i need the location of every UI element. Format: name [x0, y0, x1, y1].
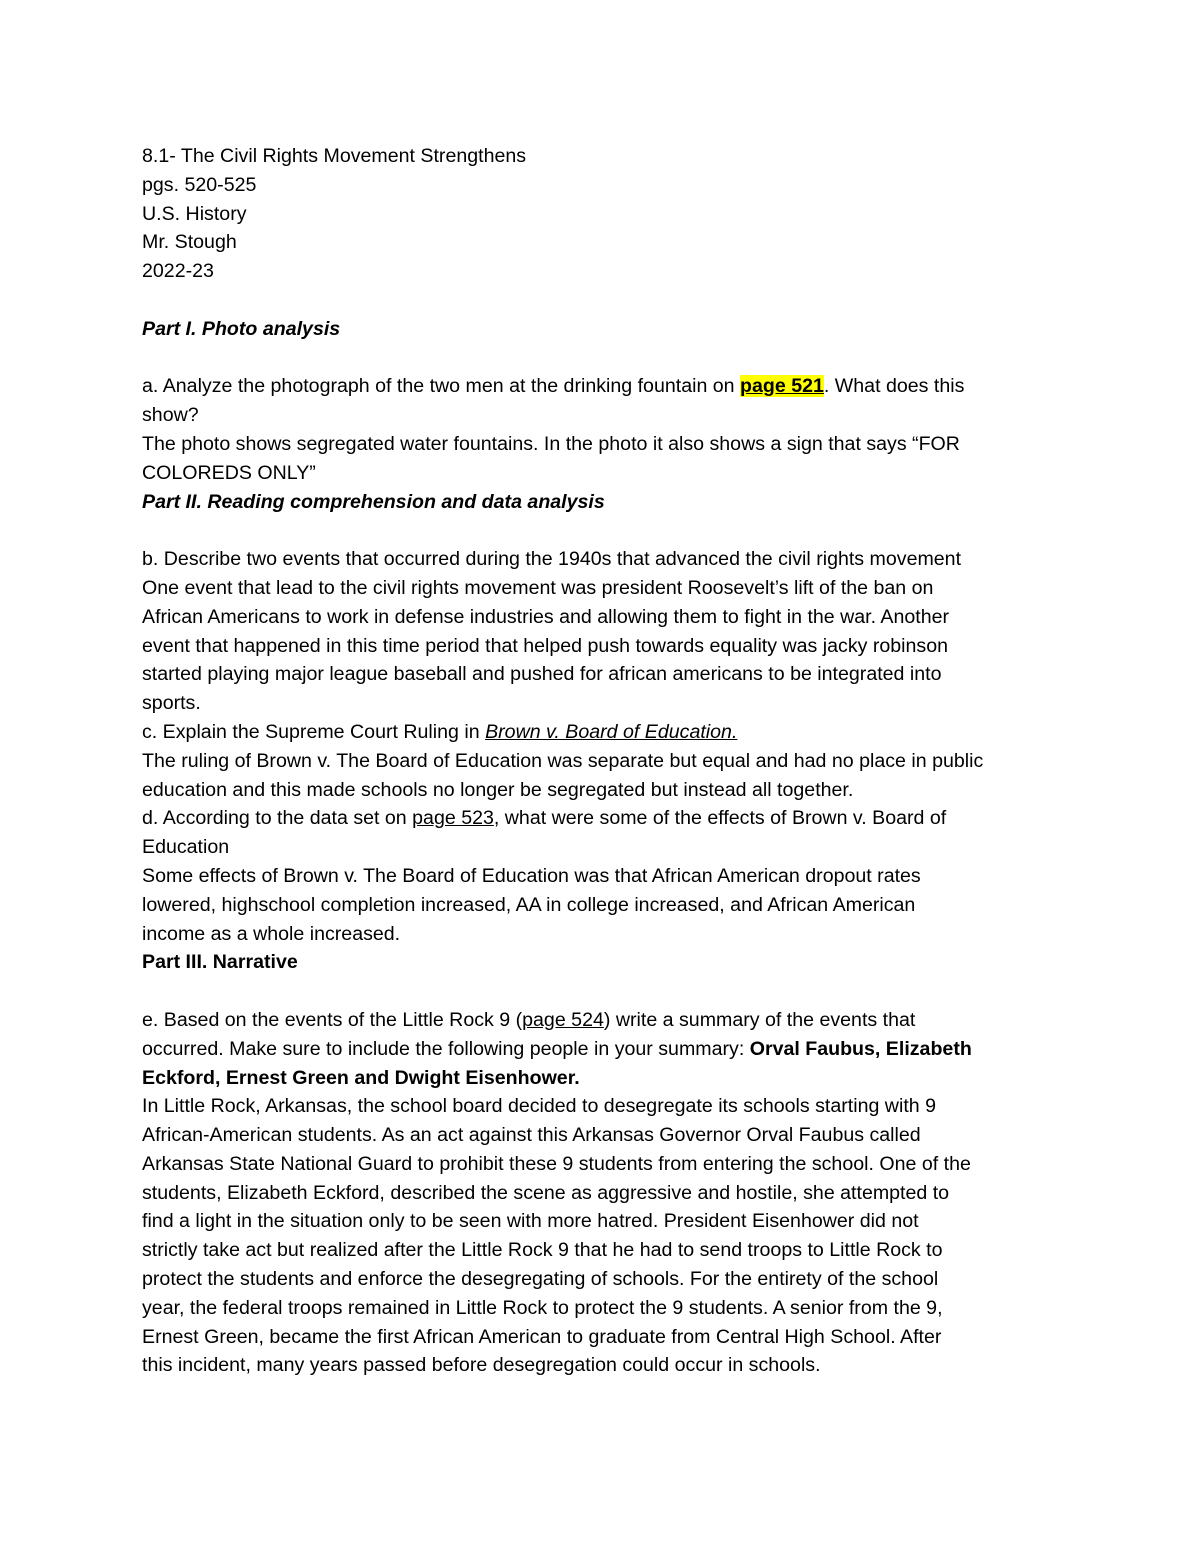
- page-range: pgs. 520-525: [142, 173, 257, 196]
- case-name: Brown v. Board of Education.: [485, 720, 738, 743]
- question-a-text-end: . What does this: [823, 375, 965, 398]
- course-name: U.S. History: [142, 202, 247, 225]
- question-d-text: d. According to the data set on: [142, 807, 413, 830]
- answer-b-line: sports.: [142, 692, 201, 715]
- part1-heading: Part I. Photo analysis: [142, 317, 341, 340]
- question-a: [142, 372, 1072, 401]
- answer-e-line: In Little Rock, Arkansas, the school board decided to desegregate its schools starting with 9: [142, 1095, 936, 1118]
- spacer: [142, 344, 1072, 373]
- school-year: 2022-23: [142, 260, 214, 283]
- answer-d-line: lowered, highschool completion increased, AA in college increased, and African American: [142, 893, 916, 916]
- answer-e-line: find a light in the situation only to be seen with more hatred. President Eisenhower did not: [142, 1210, 919, 1233]
- question-d-text-end: , what were some of the effects of Brown v. Board of: [493, 807, 947, 830]
- document-page: [142, 142, 1072, 1380]
- page-521-link[interactable]: page 521: [740, 375, 824, 398]
- page-523-link[interactable]: page 523: [412, 807, 494, 830]
- question-e: [142, 1006, 1072, 1035]
- answer-b-line: event that happened in this time period that helped push towards equality was jacky robinson: [142, 634, 949, 657]
- question-b: b. Describe two events that occurred during the 1940s that advanced the civil rights movement: [142, 548, 962, 571]
- answer-a-line: The photo shows segregated water fountains. In the photo it also shows a sign that says “FOR: [142, 432, 960, 455]
- part3-heading: Part III. Narrative: [142, 951, 298, 974]
- answer-d-line: Some effects of Brown v. The Board of Education was that African American dropout rates: [142, 864, 921, 887]
- question-c-text: c. Explain the Supreme Court Ruling in: [142, 720, 486, 743]
- question-e-people: Orval Faubus, Elizabeth: [749, 1037, 972, 1060]
- answer-e-line: Arkansas State National Guard to prohibit these 9 students from entering the school. One of the: [142, 1152, 971, 1175]
- question-e-people-continued: Eckford, Ernest Green and Dwight Eisenhower.: [142, 1066, 580, 1089]
- answer-e-line: protect the students and enforce the desegregating of schools. For the entirety of the school: [142, 1268, 939, 1291]
- answer-e-line: students, Elizabeth Eckford, described the scene as aggressive and hostile, she attempted to: [142, 1181, 950, 1204]
- question-a-continued: show?: [142, 404, 199, 427]
- document-title: 8.1- The Civil Rights Movement Strengthens: [142, 145, 527, 167]
- part2-heading: Part II. Reading comprehension and data analysis: [142, 490, 605, 513]
- answer-d-line: income as a whole increased.: [142, 922, 401, 945]
- spacer: [142, 977, 1072, 1006]
- answer-b-line: African Americans to work in defense industries and allowing them to fight in the war. Another: [142, 605, 950, 628]
- answer-e-line: year, the federal troops remained in Little Rock to protect the 9 students. A senior from the 9,: [142, 1296, 943, 1319]
- answer-c-line: education and this made schools no longer be segregated but instead all together.: [142, 778, 854, 801]
- answer-e-line: African-American students. As an act against this Arkansas Governor Orval Faubus called: [142, 1124, 921, 1147]
- spacer: [142, 286, 1072, 315]
- answer-e-line: this incident, many years passed before desegregation could occur in schools.: [142, 1354, 821, 1377]
- question-d: [142, 804, 1072, 833]
- question-c: [142, 718, 1072, 747]
- answer-e-line: strictly take act but realized after the Little Rock 9 that he had to send troops to Little Rock to: [142, 1239, 943, 1262]
- question-e-text-end: ) write a summary of the events that: [603, 1008, 916, 1031]
- question-d-continued: Education: [142, 836, 230, 859]
- answer-b-line: started playing major league baseball and pushed for african americans to be integrated into: [142, 663, 942, 686]
- page-524-link[interactable]: page 524: [522, 1008, 604, 1031]
- question-e-instruction: occurred. Make sure to include the following people in your summary:: [142, 1037, 750, 1060]
- answer-b-line: One event that lead to the civil rights movement was president Roosevelt’s lift of the ban on: [142, 576, 934, 599]
- answer-a-line: COLOREDS ONLY”: [142, 461, 316, 484]
- question-e-line2: [142, 1035, 1072, 1064]
- question-e-text: e. Based on the events of the Little Rock 9 (: [142, 1008, 523, 1031]
- question-a-text: a. Analyze the photograph of the two men at the drinking fountain on: [142, 375, 741, 398]
- answer-e-line: Ernest Green, became the first African American to graduate from Central High School. After: [142, 1325, 942, 1348]
- teacher-name: Mr. Stough: [142, 231, 237, 254]
- spacer: [142, 516, 1072, 545]
- answer-c-line: The ruling of Brown v. The Board of Education was separate but equal and had no place in public: [142, 749, 984, 772]
